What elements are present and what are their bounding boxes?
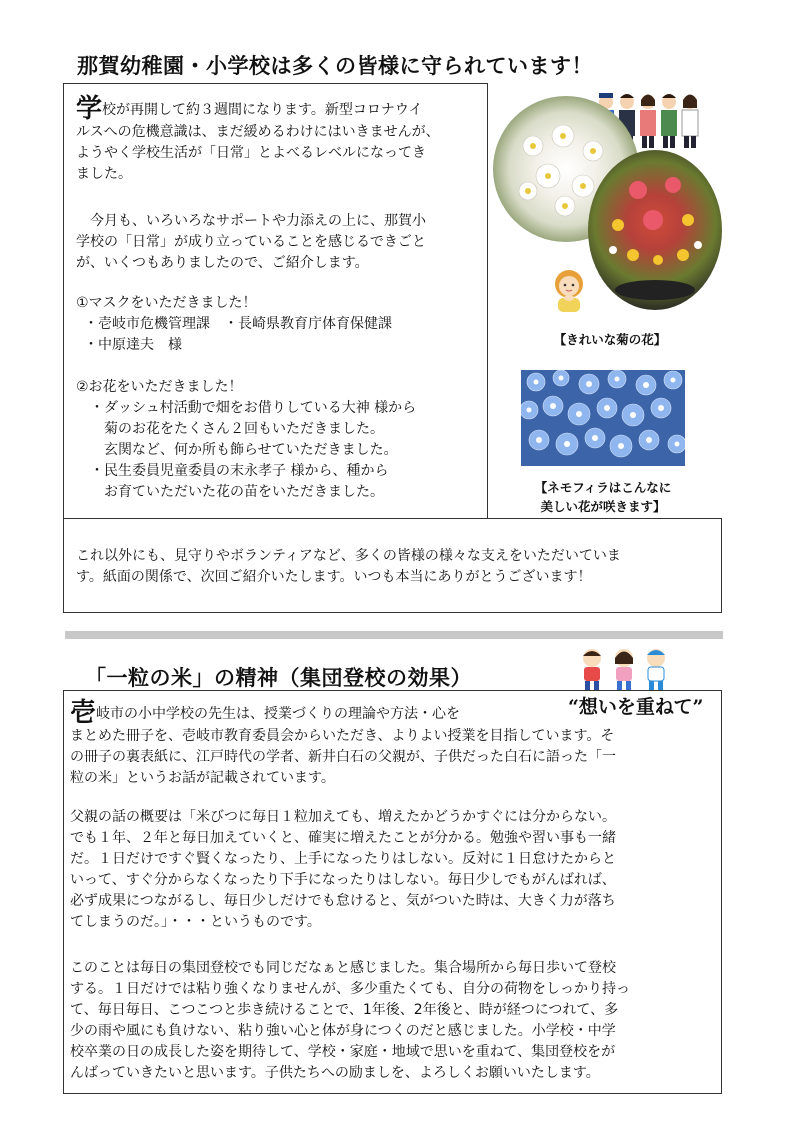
caption-nemophila-line-1: 【ネモフィラはこんなに [534,480,672,495]
item1-heading: ①マスクをいただきました！ [76,295,257,311]
s2-para3-line-4: 少の雨や風にも負けない、粘り強い心と体が身につくのだと感じました。小学校・中学 [70,1023,616,1039]
intro-line-3: ようやく学校生活が「日常」とよべるレベルになってき [76,145,426,161]
s2-para2-line-1: 父親の話の概要は「米びつに毎日１粒加えても、増えたかどうかすぐには分からない。 [70,809,616,825]
section1-intro [76,96,440,185]
section2-title: 「一粒の米」の精神（集団登校の効果） [85,666,472,690]
box-divider [487,518,722,519]
s2-para3-line-2: する。１日だけでは粘り強くなりませんが、多少重たくても、自分の荷物をしっかり持っ [70,981,630,997]
item2-line-5: お育ていただいた花の苗をいただきました。 [104,484,384,500]
s2-para3-line-6: んばっていきたいと思います。子供たちへの励ましを、よろしくお願いいたします。 [70,1065,600,1081]
item2-heading: ②お花をいただきました！ [76,379,243,395]
intro-line-1: 校が再開して約３週間になります。新型コロナウイ [102,102,423,118]
section1-item2 [76,377,416,503]
s2-para2-line-3: だ。１日だけですぐ賢くなったり、上手になったりはしない。反対に１日怠けたからと [70,851,616,867]
section1-para2 [76,211,426,274]
item1-line-1: ・壱岐市危機管理課 ・長崎県教育庁体育保健課 [84,316,392,332]
para2-line-2: 学校の「日常」が成り立っていることを感じるできごと [76,234,426,250]
section2-tagline: “想いを重ねて” [568,696,704,718]
s2-intro-line-3: の冊子の裏表紙に、江戸時代の学者、新井白石の父親が、子供だった白石に語った「一 [70,749,616,765]
caption-nemophila [520,478,686,516]
section1-title: 那賀幼稚園・小学校は多くの皆様に守られています！ [77,54,593,78]
s2-intro-line-1: 岐市の小中学校の先生は、授業づくりの理論や方法・心を [96,706,461,722]
caption-chrysanthemum: 【きれいな菊の花】 [553,332,667,347]
s2-para2-line-5: 必ず成果につながるし、毎日少しだけでも怠けると、気がついた時は、大きく力が落ち [70,893,616,909]
s2-intro-line-4: 粒の米」というお話が記載されています。 [70,770,335,786]
section1-item1 [76,293,392,356]
section2-para3 [70,958,630,1084]
s2-para3-line-1: このことは毎日の集団登校でも同じだなぁと感じました。集合場所から毎日歩いて登校 [70,960,616,976]
section-separator [65,631,723,639]
item2-line-4: ・民生委員児童委員の末永孝子 様から、種から [90,463,389,479]
para2-line-3: が、いくつもありましたので、ご紹介します。 [76,255,369,271]
s2-para2-line-6: てしまうのだ。」・・・というものです。 [70,914,321,930]
closing-line-2: す。紙面の関係で、次回ご紹介いたします。いつも本当にありがとうございます！ [76,569,592,585]
s2-para3-line-3: て、毎日毎日、こつこつと歩き続けることで、1年後、2年後と、時が経つにつれて、多 [70,1002,619,1018]
item2-line-2: 菊のお花をたくさん２回もいただきました。 [104,421,384,437]
section2-para2 [70,807,616,933]
nemophila-photo [521,370,685,466]
drop-cap: 学 [76,94,103,124]
para2-line-1: 今月も、いろいろなサポートや力添えの上に、那賀小 [90,213,426,229]
chrysanthemum-photo-colorful [588,150,722,310]
drop-cap-2: 壱 [70,698,97,728]
s2-intro-line-2: まとめた冊子を、壱岐市教育委員会からいただき、よりよい授業を目指しています。そ [70,728,615,744]
s2-para3-line-5: 校卒業の日の成長した姿を期待して、学校・家庭・地域で思いを重ねて、集団登校をが [70,1044,616,1060]
kids-walking-illustration [572,644,682,694]
intro-line-2: ルスへの危機意識は、まだ緩めるわけにはいきませんが、 [76,124,440,140]
girl-illustration [545,266,593,314]
section1-closing [76,546,621,588]
s2-para2-line-4: いって、すぐ分からなくなったり下手になったりはしない。毎日少しでもがんばれば、 [70,872,616,888]
closing-line-1: これ以外にも、見守りやボランティアなど、多くの皆様の様々な支えをいただいていま [76,548,621,564]
item2-line-3: 玄関など、何か所も飾らせていただきました。 [104,442,398,458]
s2-para2-line-2: でも１年、２年と毎日加えていくと、確実に増えたことが分かる。勉強や習い事も一緒 [70,830,616,846]
caption-nemophila-line-2: 美しい花が咲きます】 [540,499,666,514]
item2-line-1: ・ダッシュ村活動で畑をお借りしている大神 様から [90,400,417,416]
section2-intro [70,700,616,789]
intro-line-4: ました。 [76,166,132,182]
item1-line-2: ・中原達夫 様 [84,337,182,353]
